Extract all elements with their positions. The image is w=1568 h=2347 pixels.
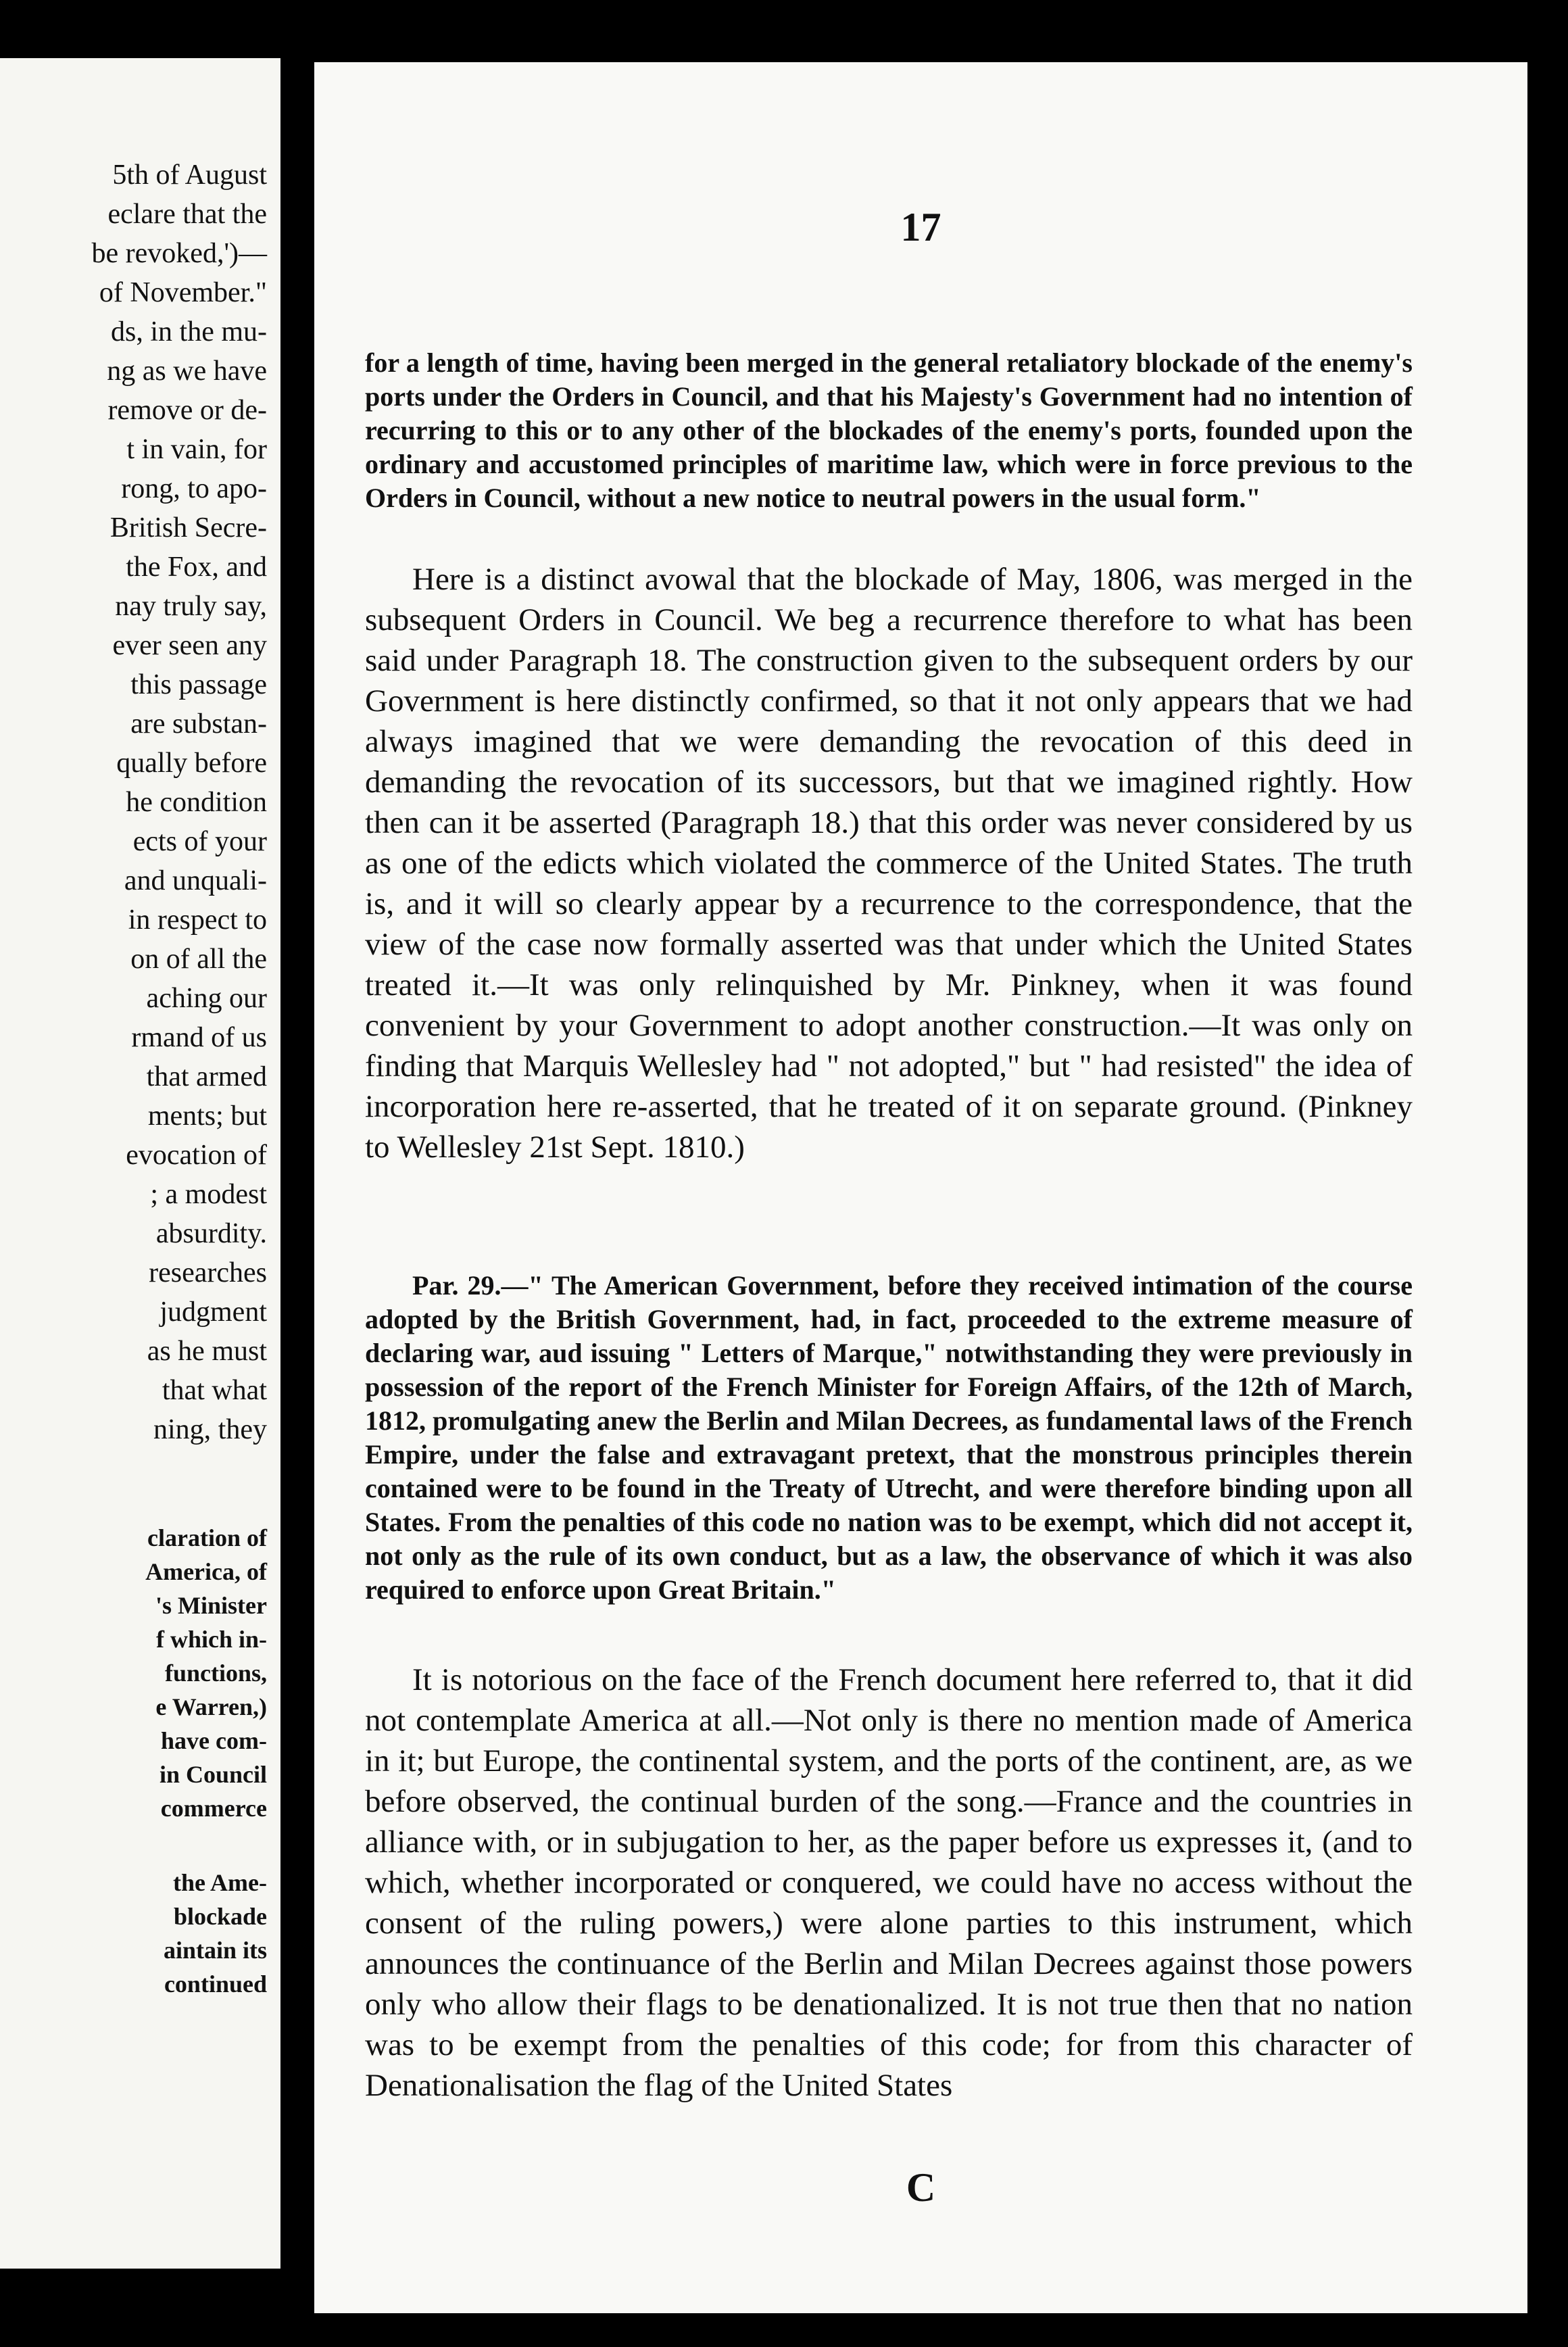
left-page-line: qually before [116, 748, 267, 779]
left-page-line: remove or de- [107, 395, 267, 426]
paragraph-1 [365, 559, 1413, 1167]
paragraph-2-text: It is notorious on the face of the French document here referred to, that it did not contemplate America at all.—Not only is there no mention made of America in it; but Europe, the continental system, and the ports of the continent, are, as we before observed, the continual burden of the song.—France and the countries in alliance with, or in subjugation to her, as the paper before us expresses it, (and to which, whether incorporated or conquered, we could have no access without the consent of the ruling powers,) were alone parties to this instrument, which announces the continuance of the Berlin and Milan Decrees against those powers only who allow their flags to be denationalized. It is not true then that no nation was to be exempt from the penalties of this code; for from this character of Denationalisation the flag of the United States [365, 1662, 1413, 2103]
left-page-line: commerce [160, 1795, 267, 1822]
right-border [1527, 0, 1568, 2347]
left-page-line: eclare that the [107, 199, 267, 230]
left-page-line: nay truly say, [115, 591, 267, 622]
left-page-line: ever seen any [112, 630, 267, 661]
left-page-line: functions, [164, 1660, 267, 1687]
quote-1-text: for a length of time, having been merged in the general retaliatory blockade of the enemy's ports under the Orders in Council, and that his Majesty's Government had no intention of recurring to this or to any other of the blockades of the enemy's ports, founded upon the ordinary and accustomed principles of maritime law, which were in force previous to the Orders in Council, without a new notice to neutral powers in the usual form." [365, 347, 1413, 513]
left-page-line: ng as we have [107, 356, 267, 387]
left-page-line: f which in- [155, 1626, 267, 1653]
book-gutter [280, 0, 314, 2347]
left-page-line: in respect to [128, 904, 267, 936]
left-page-line: on of all the [130, 944, 267, 975]
left-page-line: 5th of August [112, 160, 267, 191]
left-page-line: that what [162, 1375, 267, 1406]
left-page-line: ning, they [153, 1414, 267, 1445]
left-page-line: the Fox, and [126, 552, 267, 583]
paragraph-2 [365, 1660, 1413, 2106]
left-page-line: claration of [147, 1524, 267, 1551]
left-page-line: are substan- [130, 708, 267, 740]
left-page-line: aching our [146, 983, 267, 1014]
left-page-line: t in vain, for [126, 434, 267, 465]
left-page-line: e Warren,) [155, 1693, 267, 1720]
left-page-line: ; a modest [150, 1179, 267, 1210]
left-page-line: as he must [147, 1336, 267, 1367]
left-page-line: have com- [161, 1727, 267, 1754]
left-page-line: America, of [145, 1558, 267, 1585]
left-page-line: that armed [146, 1061, 267, 1092]
left-page-line: aintain its [163, 1937, 267, 1964]
left-page-line: ments; but [147, 1100, 267, 1132]
left-page-line: absurdity. [155, 1218, 267, 1249]
left-page-line: of November." [99, 277, 267, 308]
signature-mark: C [906, 2165, 936, 2210]
left-page-line: ects of your [132, 826, 267, 857]
left-page-line: evocation of [126, 1140, 267, 1171]
quoted-passage-1 [365, 346, 1413, 515]
left-page-line: British Secre- [109, 512, 267, 543]
main-page [314, 62, 1527, 2313]
left-page-line: judgment [160, 1297, 267, 1328]
left-page-line: this passage [130, 669, 267, 700]
left-page-line: blockade [173, 1903, 267, 1930]
left-page-line: researches [149, 1257, 267, 1288]
left-page-line: and unquali- [124, 865, 267, 896]
left-page-line: he condition [126, 787, 267, 818]
left-page-line: rmand of us [131, 1022, 267, 1053]
paragraph-1-text: Here is a distinct avowal that the blockade of May, 1806, was merged in the subsequent Orders in Council. We beg a recurrence therefore to what has been said under Paragraph 18. The construction given to the subsequent orders by our Government is here distinctly confirmed, so that it not only appears that we had always imagined that we were demanding the revocation of this deed in demanding the revocation of its successors, but that we imagined rightly. How then can it be asserted (Paragraph 18.) that this order was never considered by us as one of the edicts which violated the commerce of the United States. The truth is, and it will so clearly appear by a recurrence to the correspondence, that the view of the case now formally asserted was that under which the United States treated it.—It was only relinquished by Mr. Pinkney, when it was found convenient by your Government to adopt another construction.—It was only on finding that Marquis Wellesley had " not adopted," but " had resisted" the idea of incorporation here re-asserted, that he treated of it on separate ground. (Pinkney to Wellesley 21st Sept. 1810.) [365, 562, 1413, 1165]
left-page-line: rong, to apo- [121, 473, 267, 504]
left-page-fragment [0, 58, 280, 2269]
left-page-line: in Council [159, 1761, 267, 1788]
left-page-line: continued [164, 1970, 267, 1998]
quote-2-text: Par. 29.—" The American Government, before they received intimation of the course adopted by the British Government, had, in fact, proceeded to the extreme measure of declaring war, aud issuing " Letters of Marque," notwithstanding they were previously in possession of the report of the French Minister for Foreign Affairs, of the 12th of March, 1812, promulgating anew the Berlin and Milan Decrees, as fundamental laws of the French Empire, under the false and extravagant pretext, that the monstrous principles therein contained were to be found in the Treaty of Utrecht, and were therefore binding upon all States. From the penalties of this code no nation was to be exempt, which did not accept it, not only as the rule of its own conduct, but as a law, the observance of which it was also required to enforce upon Great Britain." [365, 1270, 1413, 1605]
left-page-line: ds, in the mu- [111, 316, 267, 347]
quoted-passage-2 [365, 1269, 1413, 1607]
left-page-line: be revoked,')— [91, 238, 267, 269]
page-number: 17 [900, 205, 941, 249]
left-page-line: 's Minister [155, 1592, 267, 1619]
left-page-line: the Ame- [173, 1869, 267, 1896]
